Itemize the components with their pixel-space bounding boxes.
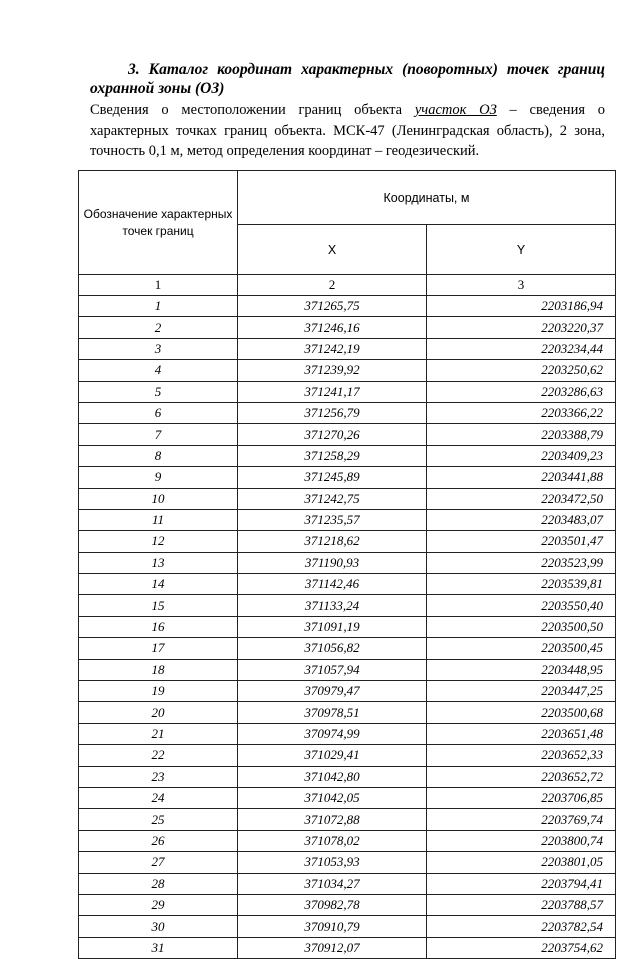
point-number-cell: 28 — [79, 873, 238, 894]
coordinates-table — [78, 170, 616, 959]
y-coordinate-cell: 2203483,07 — [427, 509, 616, 530]
y-coordinate-cell: 2203501,47 — [427, 531, 616, 552]
table-row — [79, 616, 616, 637]
header-x: X — [238, 225, 427, 275]
point-number-cell: 24 — [79, 787, 238, 808]
x-coordinate-cell: 371241,17 — [238, 381, 427, 402]
table-row — [79, 402, 616, 423]
y-coordinate-cell: 2203500,45 — [427, 638, 616, 659]
table-row — [79, 638, 616, 659]
y-coordinate-cell: 2203782,54 — [427, 916, 616, 937]
point-number-cell: 7 — [79, 424, 238, 445]
y-coordinate-cell: 2203550,40 — [427, 595, 616, 616]
x-coordinate-cell: 371034,27 — [238, 873, 427, 894]
point-number-cell: 5 — [79, 381, 238, 402]
intro-suffix: – сведения о характерных точках границ объекта. МСК-47 (Ленинградская область), 2 зона, точность 0,1 м, метод определения координат – геодезический. — [90, 102, 605, 159]
x-coordinate-cell: 370979,47 — [238, 681, 427, 702]
table-row — [79, 723, 616, 744]
point-number-cell: 30 — [79, 916, 238, 937]
table-row — [79, 296, 616, 317]
point-number-cell: 12 — [79, 531, 238, 552]
point-number-cell: 15 — [79, 595, 238, 616]
y-coordinate-cell: 2203388,79 — [427, 424, 616, 445]
table-row — [79, 916, 616, 937]
column-numbers-row — [79, 275, 616, 296]
x-coordinate-cell: 371258,29 — [238, 445, 427, 466]
y-coordinate-cell: 2203769,74 — [427, 809, 616, 830]
point-number-cell: 16 — [79, 616, 238, 637]
y-coordinate-cell: 2203539,81 — [427, 574, 616, 595]
y-coordinate-cell: 2203448,95 — [427, 659, 616, 680]
table-row — [79, 809, 616, 830]
table-row — [79, 681, 616, 702]
point-number-cell: 13 — [79, 552, 238, 573]
point-number-cell: 29 — [79, 894, 238, 915]
point-number-cell: 10 — [79, 488, 238, 509]
y-coordinate-cell: 2203652,33 — [427, 745, 616, 766]
point-number-cell: 8 — [79, 445, 238, 466]
table-row — [79, 595, 616, 616]
y-coordinate-cell: 2203794,41 — [427, 873, 616, 894]
table-row — [79, 937, 616, 958]
x-coordinate-cell: 371246,16 — [238, 317, 427, 338]
y-coordinate-cell: 2203500,50 — [427, 616, 616, 637]
y-coordinate-cell: 2203788,57 — [427, 894, 616, 915]
y-coordinate-cell: 2203220,37 — [427, 317, 616, 338]
x-coordinate-cell: 371133,24 — [238, 595, 427, 616]
point-number-cell: 23 — [79, 766, 238, 787]
x-coordinate-cell: 370910,79 — [238, 916, 427, 937]
table-row — [79, 574, 616, 595]
y-coordinate-cell: 2203286,63 — [427, 381, 616, 402]
point-number-cell: 22 — [79, 745, 238, 766]
header-point-designation: Обозначение характерных точек границ — [79, 171, 238, 275]
x-coordinate-cell: 371142,46 — [238, 574, 427, 595]
x-coordinate-cell: 370974,99 — [238, 723, 427, 744]
x-coordinate-cell: 370982,78 — [238, 894, 427, 915]
x-coordinate-cell: 371242,19 — [238, 338, 427, 359]
table-row — [79, 317, 616, 338]
y-coordinate-cell: 2203250,62 — [427, 360, 616, 381]
point-number-cell: 27 — [79, 852, 238, 873]
x-coordinate-cell: 371245,89 — [238, 467, 427, 488]
x-coordinate-cell: 371190,93 — [238, 552, 427, 573]
x-coordinate-cell: 371042,80 — [238, 766, 427, 787]
table-row — [79, 702, 616, 723]
point-number-cell: 20 — [79, 702, 238, 723]
x-coordinate-cell: 371057,94 — [238, 659, 427, 680]
column-number: 3 — [427, 275, 616, 296]
header-coordinates: Координаты, м — [238, 171, 616, 225]
x-coordinate-cell: 371256,79 — [238, 402, 427, 423]
point-number-cell: 3 — [79, 338, 238, 359]
point-number-cell: 14 — [79, 574, 238, 595]
table-row — [79, 894, 616, 915]
x-coordinate-cell: 371239,92 — [238, 360, 427, 381]
y-coordinate-cell: 2203447,25 — [427, 681, 616, 702]
object-name: участок ОЗ — [414, 102, 497, 118]
x-coordinate-cell: 371053,93 — [238, 852, 427, 873]
point-number-cell: 2 — [79, 317, 238, 338]
y-coordinate-cell: 2203706,85 — [427, 787, 616, 808]
table-row — [79, 424, 616, 445]
x-coordinate-cell: 371091,19 — [238, 616, 427, 637]
y-coordinate-cell: 2203409,23 — [427, 445, 616, 466]
y-coordinate-cell: 2203801,05 — [427, 852, 616, 873]
table-row — [79, 745, 616, 766]
x-coordinate-cell: 370978,51 — [238, 702, 427, 723]
y-coordinate-cell: 2203472,50 — [427, 488, 616, 509]
y-coordinate-cell: 2203366,22 — [427, 402, 616, 423]
column-number: 1 — [79, 275, 238, 296]
point-number-cell: 1 — [79, 296, 238, 317]
section-heading: 3. Каталог координат характерных (поворотных) точек границ охранной зоны (ОЗ) — [90, 61, 605, 97]
point-number-cell: 9 — [79, 467, 238, 488]
table-row — [79, 552, 616, 573]
table-row — [79, 852, 616, 873]
column-number: 2 — [238, 275, 427, 296]
y-coordinate-cell: 2203500,68 — [427, 702, 616, 723]
y-coordinate-cell: 2203652,72 — [427, 766, 616, 787]
y-coordinate-cell: 2203234,44 — [427, 338, 616, 359]
y-coordinate-cell: 2203186,94 — [427, 296, 616, 317]
y-coordinate-cell: 2203651,48 — [427, 723, 616, 744]
x-coordinate-cell: 371218,62 — [238, 531, 427, 552]
y-coordinate-cell: 2203523,99 — [427, 552, 616, 573]
x-coordinate-cell: 371270,26 — [238, 424, 427, 445]
x-coordinate-cell: 371265,75 — [238, 296, 427, 317]
point-number-cell: 25 — [79, 809, 238, 830]
table-row — [79, 531, 616, 552]
point-number-cell: 26 — [79, 830, 238, 851]
x-coordinate-cell: 371235,57 — [238, 509, 427, 530]
x-coordinate-cell: 371042,05 — [238, 787, 427, 808]
point-number-cell: 31 — [79, 937, 238, 958]
table-row — [79, 766, 616, 787]
x-coordinate-cell: 371078,02 — [238, 830, 427, 851]
table-row — [79, 659, 616, 680]
table-row — [79, 360, 616, 381]
x-coordinate-cell: 371072,88 — [238, 809, 427, 830]
y-coordinate-cell: 2203754,62 — [427, 937, 616, 958]
intro-paragraph — [90, 100, 605, 162]
header-y: Y — [427, 225, 616, 275]
point-number-cell: 21 — [79, 723, 238, 744]
y-coordinate-cell: 2203800,74 — [427, 830, 616, 851]
point-number-cell: 6 — [79, 402, 238, 423]
table-row — [79, 445, 616, 466]
x-coordinate-cell: 371242,75 — [238, 488, 427, 509]
point-number-cell: 11 — [79, 509, 238, 530]
y-coordinate-cell: 2203441,88 — [427, 467, 616, 488]
table-row — [79, 509, 616, 530]
point-number-cell: 19 — [79, 681, 238, 702]
table-row — [79, 338, 616, 359]
table-row — [79, 488, 616, 509]
table-row — [79, 467, 616, 488]
x-coordinate-cell: 370912,07 — [238, 937, 427, 958]
x-coordinate-cell: 371029,41 — [238, 745, 427, 766]
table-row — [79, 381, 616, 402]
point-number-cell: 18 — [79, 659, 238, 680]
table-row — [79, 873, 616, 894]
point-number-cell: 4 — [79, 360, 238, 381]
x-coordinate-cell: 371056,82 — [238, 638, 427, 659]
table-row — [79, 787, 616, 808]
point-number-cell: 17 — [79, 638, 238, 659]
table-row — [79, 830, 616, 851]
intro-prefix: Сведения о местоположении границ объекта — [90, 102, 415, 118]
